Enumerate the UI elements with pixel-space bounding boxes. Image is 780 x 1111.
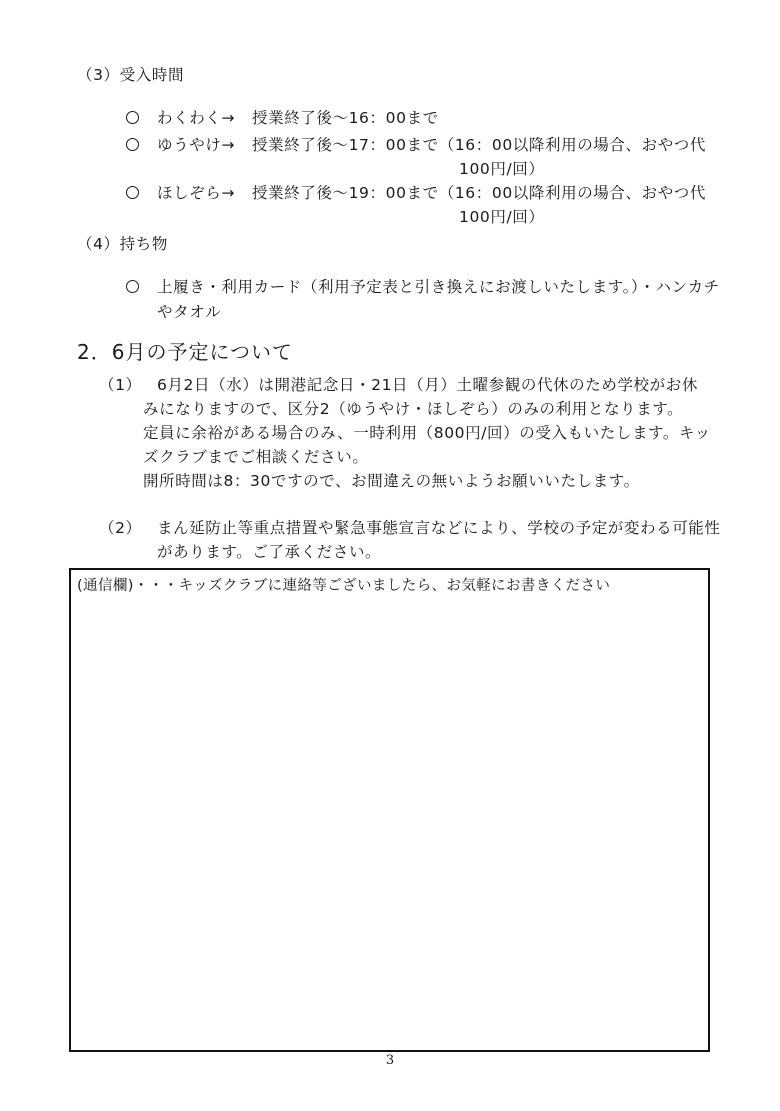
paragraph-1-line: ズクラブまでご相談ください。 <box>143 448 369 466</box>
section-4-heading: （4）持ち物 <box>77 235 168 253</box>
schedule-snack-fee-hoshizora: 100円/回） <box>459 208 545 226</box>
bullet-circle-icon <box>126 111 139 124</box>
paragraph-2-number: （2） <box>99 519 142 537</box>
schedule-snack-fee-yuuyake: 100円/回） <box>459 160 545 178</box>
paragraph-1-line: みになりますので、区分2（ゆうやけ・ほしぞら）のみの利用となります。 <box>143 400 684 418</box>
paragraph-2-line: まん延防止等重点措置や緊急事態宣言などにより、学校の予定が変わる可能性 <box>157 519 721 537</box>
paragraph-1-line: 6月2日（水）は開港記念日・21日（月）土曜参観の代休のため学校がお休 <box>157 376 698 394</box>
schedule-time-yuuyake: 授業終了後～17：00まで（16：00以降利用の場合、おやつ代 <box>252 136 706 154</box>
page-number: 3 <box>385 1053 395 1068</box>
paragraph-2-line: があります。ご了承ください。 <box>157 543 382 561</box>
bullet-circle-icon <box>126 186 139 199</box>
paragraph-1-line: 定員に余裕がある場合のみ、一時利用（800円/回）の受入もいたします。キッ <box>143 424 711 442</box>
schedule-name-wakuwaku: わくわく→ <box>157 109 235 127</box>
schedule-time-hoshizora: 授業終了後～19：00まで（16：00以降利用の場合、おやつ代 <box>252 184 706 202</box>
paragraph-1-line: 開所時間は8：30ですので、お間違えの無いようお願いいたします。 <box>143 472 640 490</box>
june-schedule-heading: 2．6月の予定について <box>77 340 294 364</box>
schedule-name-yuuyake: ゆうやけ→ <box>157 136 235 154</box>
belongings-line-2: やタオル <box>157 303 222 321</box>
paragraph-1-number: （1） <box>99 376 142 394</box>
schedule-name-hoshizora: ほしぞら→ <box>157 184 235 202</box>
communication-box-label: (通信欄)・・・キッズクラブに連絡等ございましたら、お気軽にお書きください <box>77 578 611 594</box>
bullet-circle-icon <box>126 280 139 293</box>
communication-box[interactable] <box>69 568 710 1052</box>
bullet-circle-icon <box>126 138 139 151</box>
section-3-heading: （3）受入時間 <box>77 66 185 84</box>
belongings-line-1: 上履き・利用カード（利用予定表と引き換えにお渡しいたします。）・ハンカチ <box>157 278 720 296</box>
schedule-time-wakuwaku: 授業終了後～16：00まで <box>252 109 439 127</box>
